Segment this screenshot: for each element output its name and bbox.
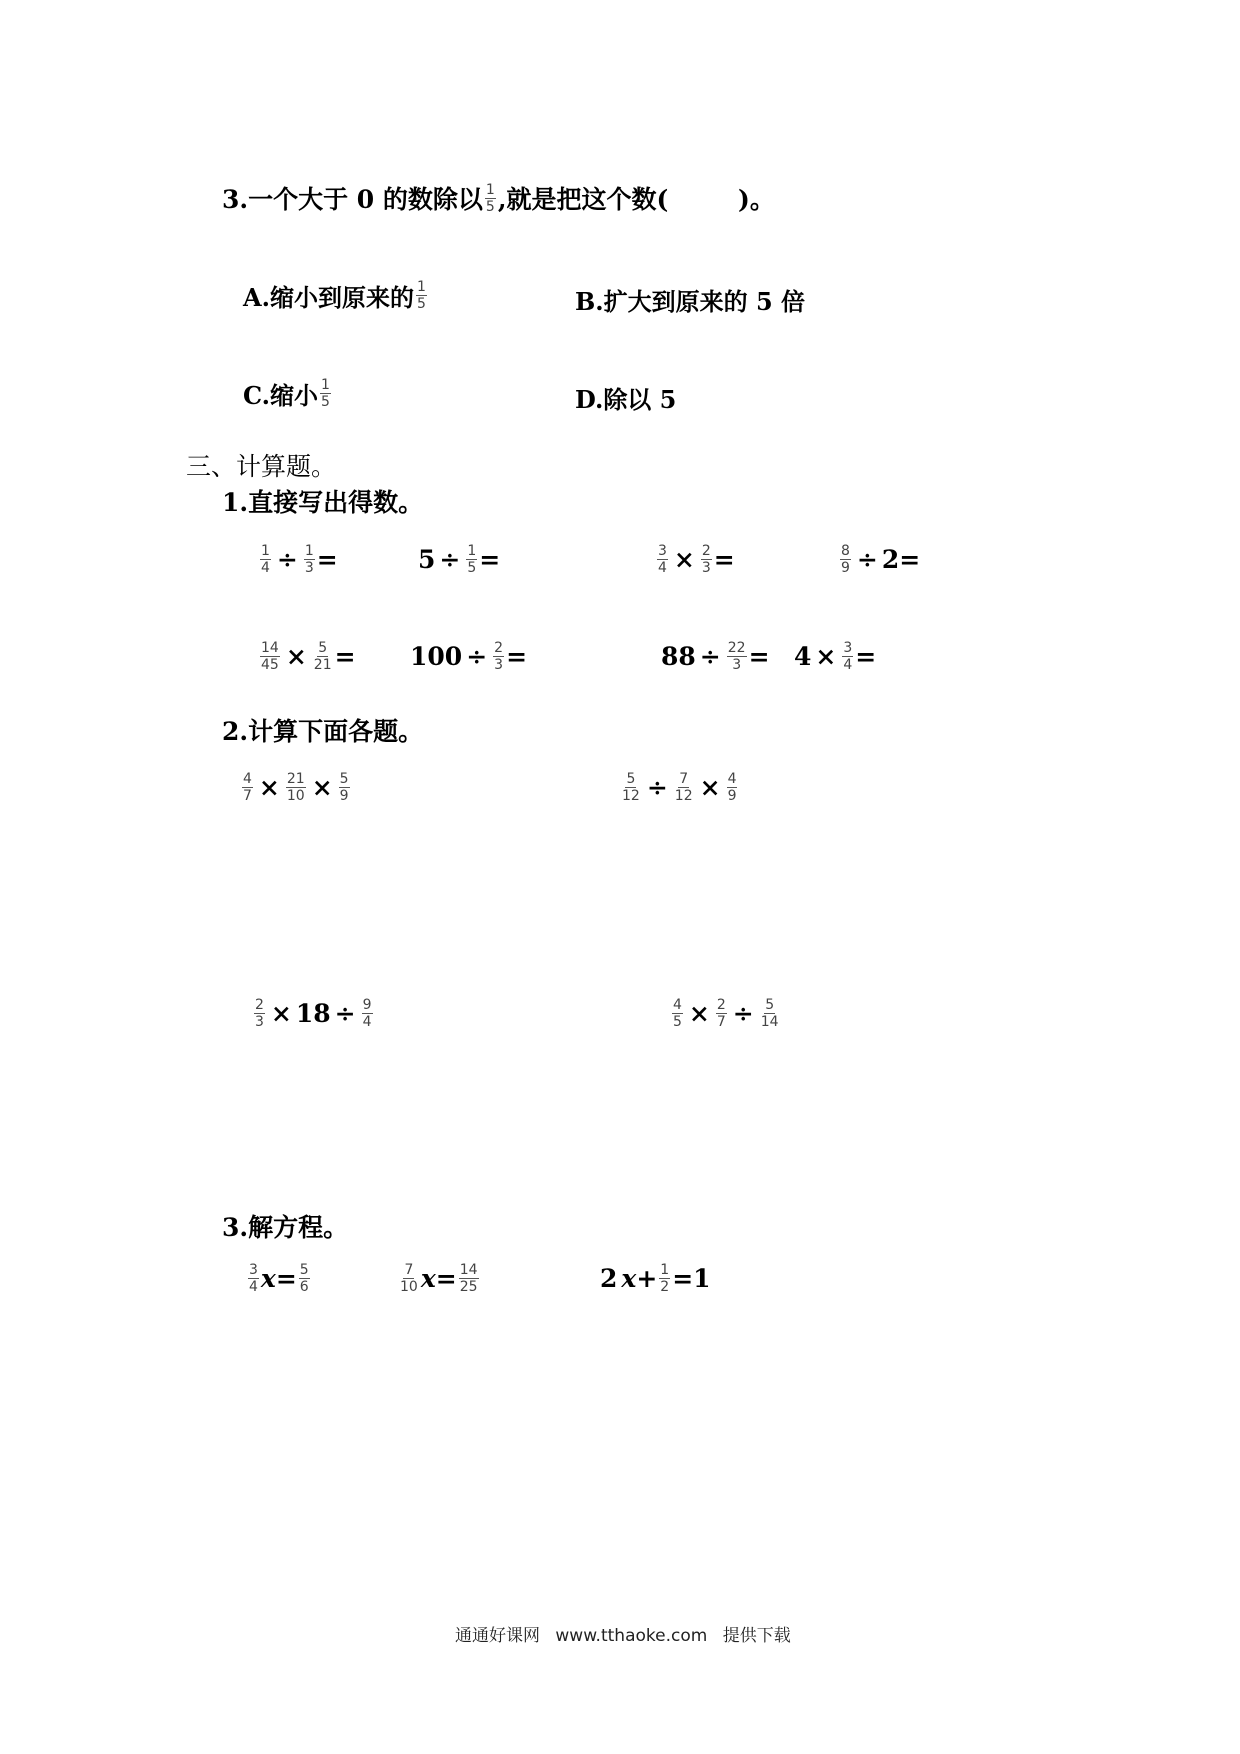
fraction: $\frac{5}{14}$ [760,997,779,1030]
sub-heading-3: 3.解方程。 [222,1213,349,1242]
calc-expr-4: $\frac{4}{5}$ × $\frac{2}{7}$ ÷ $\frac{5}{14}$ [673,997,779,1030]
fraction: $\frac{7}{12}$ [674,771,693,804]
option-c: C.缩小 $\frac{1}{5}$ [243,377,330,410]
fraction: $\frac{22}{3}$ [727,640,746,673]
fraction: $\frac{2}{3}$ [701,543,711,576]
direct-expr-4: $\frac{8}{9}$ ÷ 2 = [841,543,921,576]
fraction: $\frac{7}{10}$ [400,1262,418,1295]
direct-expr-8: 4 × $\frac{3}{4}$ = [794,640,877,673]
equation-1: $\frac{3}{4}$ x = $\frac{5}{6}$ [249,1262,309,1295]
calc-expr-2: $\frac{5}{12}$ ÷ $\frac{7}{12}$ × $\frac{4}{9}$ [622,771,737,804]
direct-expr-3: $\frac{3}{4}$ × $\frac{2}{3}$ = [658,543,735,576]
direct-expr-5: $\frac{14}{45}$ × $\frac{5}{21}$ = [261,640,356,673]
equation-2: $\frac{7}{10}$ x = $\frac{14}{25}$ [400,1262,478,1295]
footer-site: 通通好课网 [455,1626,540,1646]
fraction: $\frac{2}{3}$ [494,640,504,673]
fraction: $\frac{14}{45}$ [261,640,279,673]
fraction: $\frac{1}{5}$ [485,181,495,215]
equation-3: 2 x + $\frac{1}{2}$ = 1 [600,1262,711,1295]
option-b: B.扩大到原来的 5 倍 [575,287,806,316]
direct-expr-2: 5 ÷ $\frac{1}{5}$ = [418,543,501,576]
fraction: $\frac{1}{5}$ [416,279,426,312]
fraction: $\frac{1}{3}$ [304,543,314,576]
fraction: $\frac{8}{9}$ [841,543,850,576]
question-3 [222,180,775,216]
question-3-blank-text: ,就是把这个数( )。 [497,185,775,214]
fraction: $\frac{4}{7}$ [243,771,252,804]
footer-url: www.tthaoke.com [555,1626,708,1646]
fraction: $\frac{9}{4}$ [362,997,372,1030]
fraction: $\frac{1}{5}$ [467,543,477,576]
fraction: $\frac{4}{5}$ [673,997,682,1030]
calc-expr-3: $\frac{2}{3}$ × 18 ÷ $\frac{9}{4}$ [255,997,372,1030]
fraction: $\frac{3}{4}$ [658,543,667,576]
footer-note: 提供下载 [722,1626,791,1646]
sub-heading-1: 1.直接写出得数。 [222,488,424,517]
fraction: $\frac{3}{4}$ [249,1262,258,1295]
direct-expr-6: 100 ÷ $\frac{2}{3}$ = [410,640,528,673]
fraction: $\frac{21}{10}$ [286,771,305,804]
fraction: $\frac{3}{4}$ [843,640,853,673]
page-footer [455,1621,801,1646]
option-a: A.缩小到原来的 $\frac{1}{5}$ [243,279,426,312]
section-title: 三、计算题。 [186,452,337,481]
fraction: $\frac{1}{4}$ [261,543,270,576]
calc-expr-1: $\frac{4}{7}$ × $\frac{21}{10}$ × $\frac{5}{9}$ [243,771,349,804]
fraction: $\frac{14}{25}$ [459,1262,478,1295]
fraction: $\frac{5}{12}$ [622,771,640,804]
fraction: $\frac{5}{9}$ [339,771,349,804]
direct-expr-1: $\frac{1}{4}$ ÷ $\frac{1}{3}$ = [261,543,338,576]
fraction: $\frac{1}{5}$ [321,377,330,410]
sub-heading-2: 2.计算下面各题。 [222,717,424,746]
fraction: $\frac{5}{6}$ [299,1262,309,1295]
fraction: $\frac{4}{9}$ [727,771,737,804]
question-3-text: 3.一个大于 0 的数除以 [222,185,483,214]
fraction: $\frac{2}{3}$ [255,997,264,1030]
fraction: $\frac{1}{2}$ [660,1262,670,1295]
option-d: D.除以 5 [575,385,677,414]
fraction: $\frac{2}{7}$ [716,997,726,1030]
direct-expr-7: 88 ÷ $\frac{22}{3}$ = [661,640,770,673]
fraction: $\frac{5}{21}$ [313,640,332,673]
